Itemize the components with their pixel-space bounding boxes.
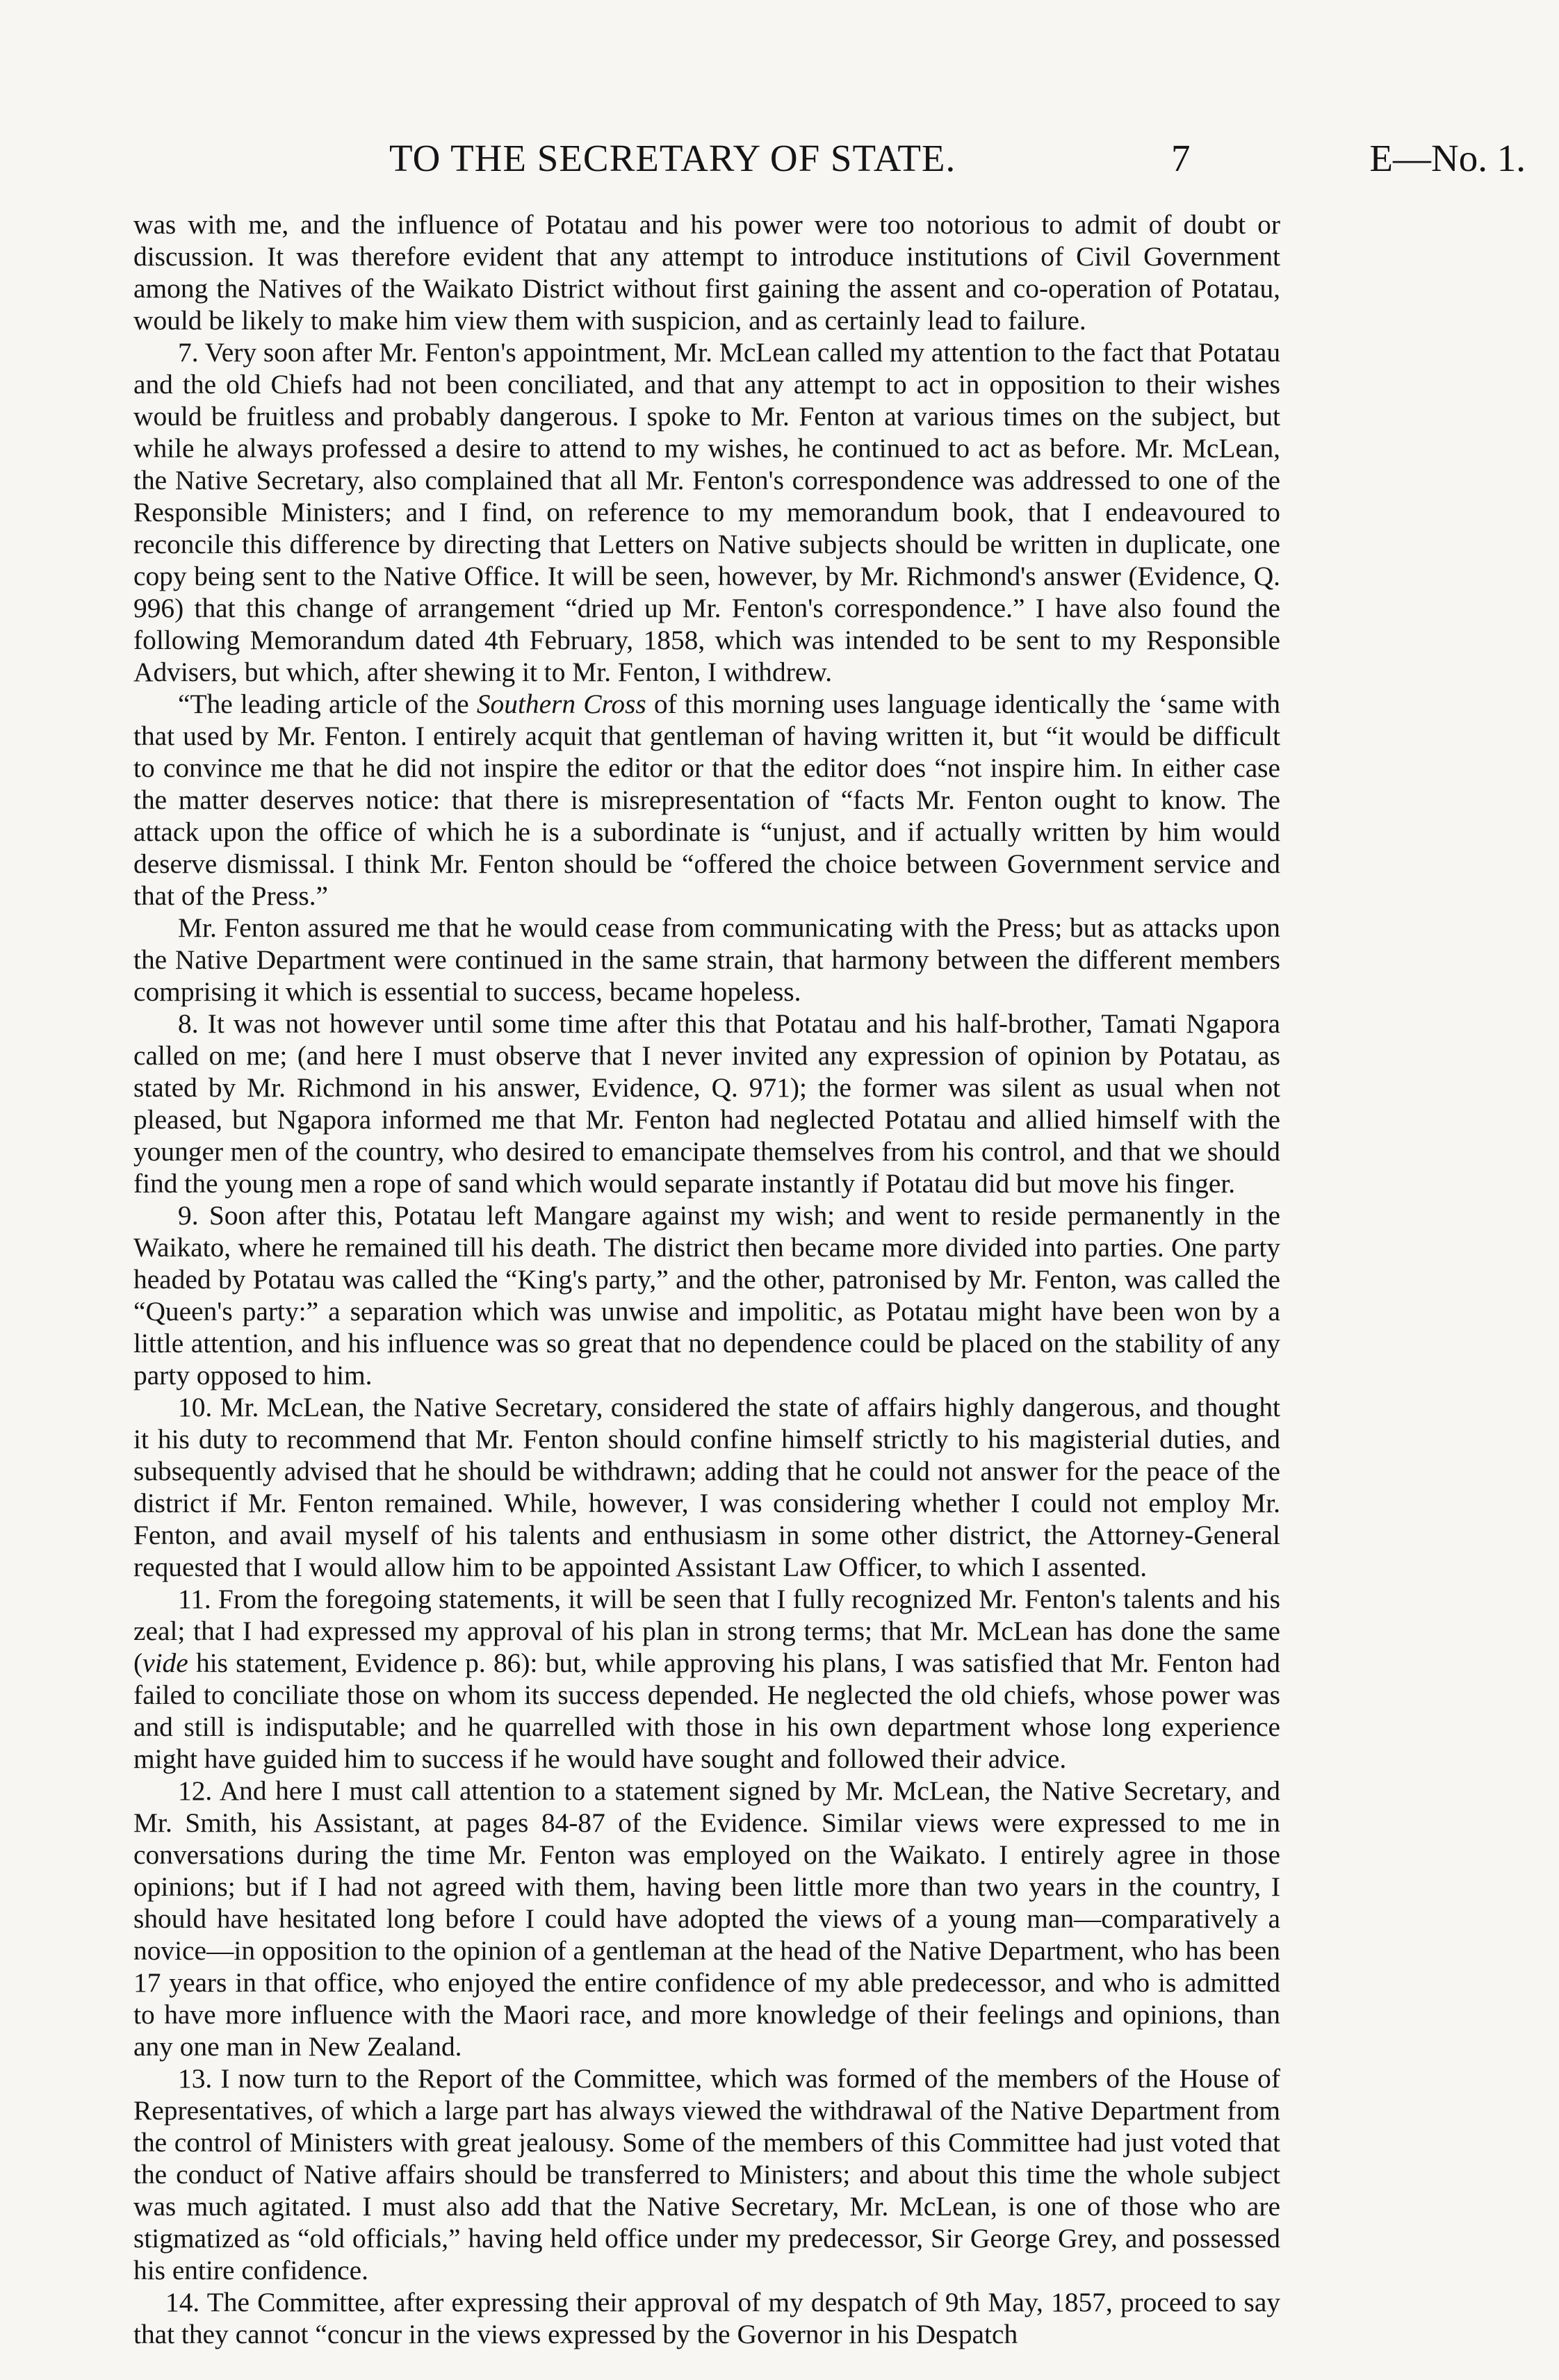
memorandum-quote (133, 688, 1280, 912)
paragraph-9: 9. Soon after this, Potatau left Mangare against my wish; and went to reside permanently in the Waikato, where he remained till his death. The district then became more divided into parties. One party headed by Potatau was called the “King's party,” and the other, patronised by Mr. Fenton, was called the “Queen's party:” a separation which was unwise and impolitic, as Potatau might have been won by a little attention, and his influence was so great that no dependence could be placed on the stability of any party opposed to him. (133, 1200, 1280, 1390)
paragraph-7: 7. Very soon after Mr. Fenton's appointment, Mr. McLean called my attention to the fact that Potatau and the old Chiefs had not been conciliated, and that any attempt to act in opposition to their wishes would be fruitless and probably dangerous. I spoke to Mr. Fenton at various times on the subject, but while he always professed a desire to attend to my wishes, he continued to act as before. Mr. McLean, the Native Secretary, also complained that all Mr. Fenton's correspondence was addressed to one of the Responsible Ministers; and I find, on reference to my memorandum book, that I endeavoured to reconcile this difference by directing that Letters on Native subjects should be written in duplicate, one copy being sent to the Native Office. It will be seen, however, by Mr. Richmond's answer (Evidence, Q. 996) that this change of arrangement “dried up Mr. Fenton's correspondence.” I have also found the following Memorandum dated 4th February, 1858, which was intended to be sent to my Responsible Advisers, but which, after shewing it to Mr. Fenton, I withdrew. (133, 337, 1281, 687)
paragraph-14: 14. The Committee, after expressing their approval of my despatch of 9th May, 1857, proceed to say that they cannot “concur in the views expressed by the Governor in his Despatch (133, 2287, 1280, 2349)
paragraph-fenton-assurance: Mr. Fenton assured me that he would cease from communicating with the Press; but as attacks upon the Native Department were continued in the same strain, that harmony between the different members comprising it which is essential to success, became hopeless. (133, 912, 1280, 1007)
paragraph-11 (133, 1583, 1280, 1775)
page-number: 7 (1171, 137, 1191, 179)
paragraph-12: 12. And here I must call attention to a statement signed by Mr. McLean, the Native Secretary, and Mr. Smith, his Assistant, at pages 84-87 of the Evidence. Similar views were expressed to me in conversations during the time Mr. Fenton was employed on the Waikato. I entirely agree in those opinions; but if I had not agreed with them, having been little more than two years in the country, I should have hesitated long before I could have adopted the views of a young man—comparatively a novice—in opposition to the opinion of a gentleman at the head of the Native Department, who has been 17 years in that office, who enjoyed the entire confidence of my able predecessor, and who is admitted to have more influence with the Maori race, and more knowledge of their feelings and opinions, than any one man in New Zealand. (133, 1775, 1280, 2062)
paragraph-10: 10. Mr. McLean, the Native Secretary, considered the state of affairs highly dangerous, and thought it his duty to recommend that Mr. Fenton should confine himself strictly to his magisterial duties, and subsequently advised that he should be withdrawn; adding that he could not answer for the peace of the district if Mr. Fenton remained. While, however, I was considering whether I could not employ Mr. Fenton, and avail myself of his talents and enthusiasm in some other district, the Attorney-General requested that I would allow him to be appointed Assistant Law Officer, to which I assented. (133, 1392, 1280, 1582)
paragraph-13: 13. I now turn to the Report of the Committee, which was formed of the members of the House of Representatives, of which a large part has always viewed the withdrawal of the Native Department from the control of Ministers with great jealousy. Some of the members of this Committee had just voted that the conduct of Native affairs should be transferred to Ministers; and about this time the whole subject was much agitated. I must also add that the Native Secretary, Mr. McLean, is one of those who are stigmatized as “old officials,” having held office under my predecessor, Sir George Grey, and possessed his entire confidence. (133, 2063, 1280, 2285)
quote-text-before: “The leading article of the (178, 689, 477, 719)
page-header (142, 136, 1526, 192)
vide-italic: vide (142, 1648, 188, 1678)
document-reference: E—No. 1. (1369, 137, 1526, 179)
paragraph-8: 8. It was not however until some time after this that Potatau and his half-brother, Tamati Ngapora called on me; (and here I must observe that I never invited any expression of opinion by Potatau, as stated by Mr. Richmond in his answer, Evidence, Q. 971); the former was silent as usual when not pleased, but Ngapora informed me that Mr. Fenton had neglected Potatau and allied himself with the younger men of the country, who desired to emancipate themselves from his control, and that we should find the young men a rope of sand which would separate instantly if Potatau did but move his finger. (133, 1008, 1280, 1199)
paragraph-continuation: was with me, and the influence of Potatau and his power were too notorious to admit of doubt or discussion. It was therefore evident that any attempt to introduce institutions of Civil Government among the Natives of the Waikato District without first gaining the assent and co-operation of Potatau, would be likely to make him view them with suspicion, and as certainly lead to failure. (133, 209, 1280, 336)
paragraph-11-text-after: his statement, Evidence p. 86): but, while approving his plans, I was satisfied that Mr. Fenton had failed to conciliate those on whom its success depended. He neglected the old chiefs, whose power was and still is indisputable; and he quarrelled with those in his own department whose long experience might have guided him to success if he would have sought and followed their advice. (133, 1648, 1280, 1774)
quote-text-after: of this morning uses language identically the ‘same with that used by Mr. Fenton. I entirely acquit that gentleman of having written it, but “it would be difficult to convince me that he did not inspire the editor or that the editor does “not inspire him. In either case the matter deserves notice: that there is misrepresentation of “facts Mr. Fenton ought to know. The attack upon the office of which he is a subordinate is “unjust, and if actually written by him would deserve dismissal. I think Mr. Fenton should be “offered the choice between Government service and that of the Press.” (133, 689, 1280, 911)
paragraph-11-text-before: 11. From the foregoing statements, it will be seen that I fully recognized Mr. Fenton's talents and his zeal; that I had expressed my approval of his plan in strong terms; that Mr. McLean has done the same ( (133, 1584, 1280, 1678)
newspaper-title: Southern Cross (476, 689, 646, 719)
body-text (133, 208, 1280, 2350)
running-title: TO THE SECRETARY OF STATE. (389, 137, 956, 179)
